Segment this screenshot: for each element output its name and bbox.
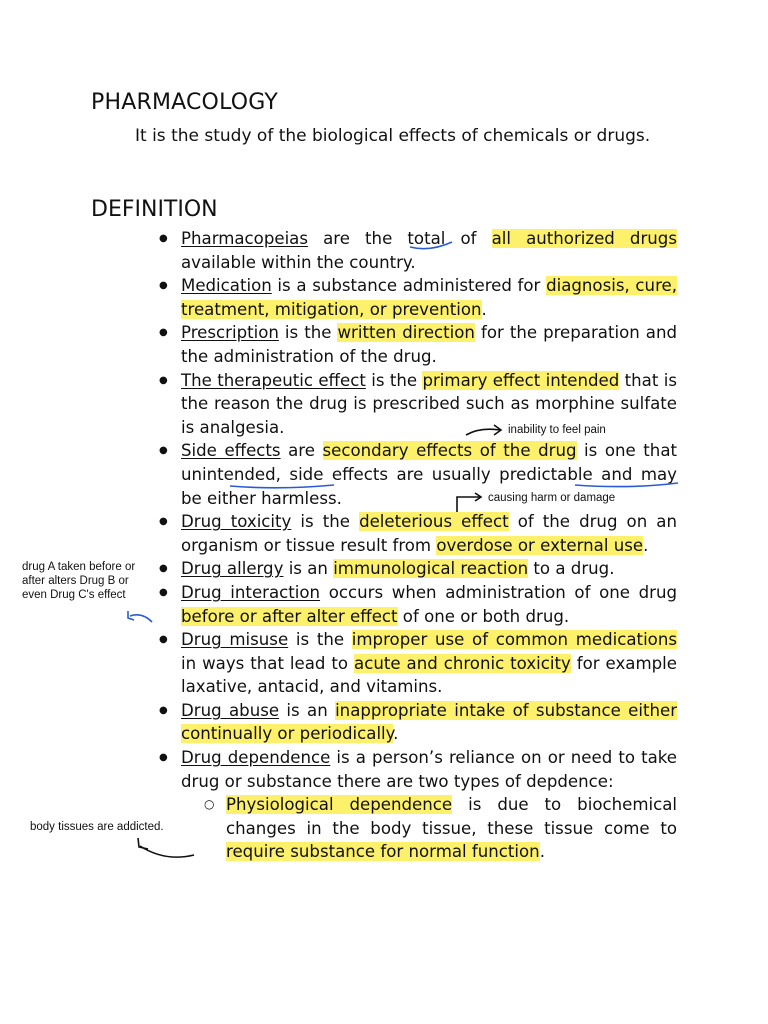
text: is the xyxy=(278,323,338,343)
list-item-drug-abuse xyxy=(181,699,677,746)
text: for the preparation and the administration of the drug. xyxy=(181,323,677,366)
text: is the xyxy=(291,512,360,532)
text: is a person’s reliance on or need to take drug or substance there are two types of depdence: xyxy=(181,748,677,791)
term: Drug abuse xyxy=(181,700,280,720)
text: is an xyxy=(283,559,334,579)
list-item-prescription xyxy=(181,321,677,368)
list-item-drug-toxicity xyxy=(181,510,677,557)
intro-paragraph: It is the study of the biological effects of chemicals or drugs. xyxy=(135,126,651,146)
list-item-pharmacopeias xyxy=(181,227,677,274)
term: The therapeutic effect xyxy=(181,370,366,390)
highlight: acute and chronic toxicity xyxy=(354,653,571,673)
term: Prescription xyxy=(181,323,279,343)
term: Medication xyxy=(181,276,272,296)
text: . xyxy=(539,842,545,862)
text: of the drug on an organism or tissue result from xyxy=(181,512,677,555)
note-analgesia: inability to feel pain xyxy=(508,424,606,436)
highlight: Physiological dependence xyxy=(226,795,453,815)
text: in ways that lead to xyxy=(181,653,355,673)
text: that is the reason the drug is prescribed such as morphine sulfate is analgesia. xyxy=(181,370,677,437)
arrow-interaction-icon xyxy=(130,615,152,622)
term: Side effects xyxy=(181,441,281,461)
text: is the xyxy=(365,370,423,390)
arrow-dependence-head-icon xyxy=(138,838,148,849)
text-total: total xyxy=(407,229,446,248)
text: , side effects are usually xyxy=(275,464,500,484)
highlight: all authorized drugs xyxy=(491,229,677,248)
note-interaction: drug A taken before or after alters Drug B or even Drug C's effect xyxy=(22,561,136,601)
highlight: improper use of common medications xyxy=(351,630,677,650)
text-predictable: predictable xyxy=(499,464,593,484)
term: Drug toxicity xyxy=(181,512,292,532)
text: available within the country. xyxy=(181,252,416,272)
highlight: overdose or external use xyxy=(436,535,644,555)
list-item-medication xyxy=(181,274,677,321)
text: occurs when administration of one drug xyxy=(320,582,678,602)
text: is one that xyxy=(576,441,677,461)
term: Drug dependence xyxy=(181,748,331,768)
highlight: before or after alter effect xyxy=(181,606,398,626)
definition-heading: DEFINITION xyxy=(91,197,218,222)
sub-list-item-physiological xyxy=(226,793,677,864)
highlight: require substance for normal function xyxy=(226,842,540,862)
highlight: immunological reaction xyxy=(333,559,529,579)
term: Drug misuse xyxy=(181,630,289,650)
list-item-drug-dependence xyxy=(181,746,677,864)
text: . xyxy=(481,299,487,319)
text: of xyxy=(445,229,492,248)
text: . xyxy=(393,724,399,744)
text: . xyxy=(643,535,649,555)
text: is an xyxy=(279,700,336,720)
note-harmless: causing harm or damage xyxy=(488,492,616,504)
text: is a substance administered for xyxy=(271,276,547,296)
arrow-interaction-head-icon xyxy=(128,611,134,620)
highlight: diagnosis, cure, treatment, mitigation, or prevention xyxy=(181,276,678,319)
highlight: written direction xyxy=(337,323,475,343)
list-item-drug-interaction xyxy=(181,581,677,628)
term: Drug allergy xyxy=(181,559,284,579)
highlight: primary effect intended xyxy=(422,370,620,390)
sub-list xyxy=(226,793,677,864)
text: to a drug. xyxy=(528,559,615,579)
text: is due to biochemical changes in the body tissue, these tissue come to xyxy=(226,795,677,838)
list-item-drug-misuse xyxy=(181,628,677,699)
list-item-drug-allergy xyxy=(181,557,677,581)
page-title: PHARMACOLOGY xyxy=(91,90,279,115)
text: is the xyxy=(288,630,352,650)
text: are the xyxy=(308,229,408,248)
term: Pharmacopeias xyxy=(181,229,308,248)
highlight: secondary effects of the drug xyxy=(322,441,577,461)
term: Drug interaction xyxy=(181,582,321,602)
highlight: inappropriate intake of substance either continually or periodically xyxy=(181,700,678,744)
text-unintended: unintended xyxy=(181,464,276,484)
text: are xyxy=(280,441,323,461)
text: of one or both drug. xyxy=(397,606,570,626)
text: and may be either harmless. xyxy=(181,464,677,508)
text: for example laxative, antacid, and vitamins. xyxy=(181,653,677,697)
definition-list xyxy=(181,227,677,864)
highlight: deleterious effect xyxy=(359,512,509,532)
note-dependence: body tissues are addicted. xyxy=(30,821,164,833)
